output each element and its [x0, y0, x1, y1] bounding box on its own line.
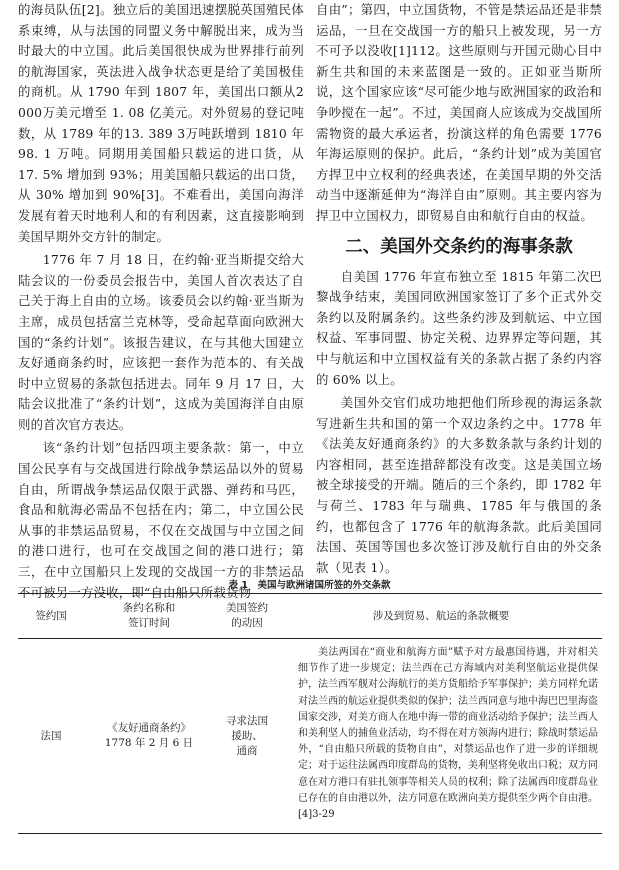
right-paragraph-3: 美国外交官们成功地把他们所珍视的海运条款写进新生共和国的第一个双边条约之中。1778 年《法美友好通商条约》的大多数条款与条约计划的内容相同，甚至连措辞都没有改变。这是美国立场被全球接受的开端。随后的三个条约，即 1782 年与荷兰、1783 年与瑞典、1785 年与俄国的条约，也都包含了 1776 年的航海条款。此后美国同法国、英国等国也多次签订涉及航行自由的外交条款（见表 1）。 — [316, 395, 602, 575]
left-column — [18, 0, 304, 603]
cell-terms-text: 美法两国在“商业和航海方面”赋予对方最惠国待遇，并对相关细节作了进一步规定；法兰西在己方海域内对美利坚航运业提供保护，法兰西军舰对公海航行的美方货船给予军事保护；美方同样允诺对法兰西的航运业提供类似的保护；法兰西同意与地中海巴巴里海盗国家交涉，对美方商人在地中海一带的商业活动给予保护；法兰西人和美利坚人的捕鱼业活动，均不得在对方领海内进行；除战时禁运品外，“自由船只所载的货物自由”，对禁运品也作了进一步的详细规定；对于运往法属西印度群岛的货物，美利坚将免收出口税；双方同意在对方港口有驻扎领事等相关人员的权利；除了法属西印度群岛业已存在的自由港以外，法方同意在欧洲向美方提供至少两个自由港。[4]3-29 — [298, 647, 598, 821]
cell-country: 法国 — [18, 639, 84, 834]
right-paragraph-2: 自美国 1776 年宣布独立至 1815 年第二次巴黎战争结束，美国同欧洲国家签订了多个正式外交条约以及附属条约。这些条约涉及到航运、中立国权益、军事同盟、协定关税、边界界定等问题，其中与航运和中立国权益有关的条款占据了条约内容的 60% 以上。 — [316, 268, 602, 387]
table-header-row — [18, 594, 602, 639]
right-column — [316, 0, 602, 578]
header-country: 签约国 — [18, 594, 84, 639]
left-paragraph-1: 的海员队伍[2]。独立后的美国迅速摆脱英国殖民体系束缚，从与法国的同盟义务中解脱出来，成为当时最大的中立国。此后美国很快成为世界排行前列的航海国家，英法进入战争状态更是给了美国极佳的商机。从 1790 年到 1807 年，美国出口额从2 000万美元增至 1. 08 亿美元。对外贸易的登记吨数，从 1789 年的13. 389 3万吨跃增到 1810 年 98. 1 万吨。同期用美国船只载运的进口货，从 17. 5% 增加到 93%；用美国船只载运的出口货，从 30% 增加到 90%[3]。不难看出，美国向海洋发展有着天时地利人和的有利因素，这直接影响到美国早期外交方针的制定。 — [18, 2, 304, 244]
table-row — [18, 639, 602, 834]
cell-treaty: 《友好通商条约》 1778 年 2 月 6 日 — [84, 639, 214, 834]
header-treaty: 条约名称和 签订时间 — [84, 594, 214, 639]
left-paragraph-3: 该“条约计划”包括四项主要条款：第一，中立国公民享有与交战国进行除战争禁运品以外的贸易自由，所谓战争禁运品仅限于武器、弹药和马匹，食品和航海必需品不包括在内；第二，中立国公民从事的非禁运品贸易，不仅在交战国与中立国之间的港口进行，也可在交战国之间的港口进行；第三，在中立国船只上发现的交战国一方的非禁运品不可被另一方没收，即“自由船只所载货物 — [18, 440, 304, 600]
header-motive: 美国签约 的动因 — [214, 594, 280, 639]
right-paragraph-1: 自由”；第四，中立国货物，不管是禁运品还是非禁运品，一旦在交战国一方的船只上被发现，另一方不可予以没收[1]112。这些原则与开国元勋心目中新生共和国的未来蓝图是一致的。正如亚当斯所说，这个国家应该“尽可能少地与欧洲国家的政治和争吵搅在一起”。不过，美国商人应该成为交战国所需物资的最大承运者，扮演这样的角色需要 1776 年海运原则的保护。此后，“条约计划”成为美国官方捍卫中立权利的经典表述，在美国早期的外交活动当中逐渐延伸为“海洋自由”原则。其主要内容为捍卫中立国权力，即贸易自由和航行自由的权益。 — [316, 2, 602, 223]
cell-terms — [280, 639, 602, 834]
cell-motive: 寻求法国 援助、 通商 — [214, 639, 280, 834]
treaty-table — [18, 593, 602, 834]
header-terms: 涉及到贸易、航运的条款概要 — [280, 594, 602, 639]
table-caption: 表 1 美国与欧洲诸国所签的外交条款 — [228, 580, 391, 591]
left-paragraph-2: 1776 年 7 月 18 日，在约翰·亚当斯提交给大陆会议的一份委员会报告中，美国人首次表达了自己关于海上自由的立场。该委员会以约翰·亚当斯为主席，成员包括富兰克林等，受命起草面向欧洲大国的“条约计划”。该报告建议，在与其他大国建立友好通商条约时，应该把一套作为范本的、有关战时中立贸易的条款包括进去。同年 9 月 17 日，大陆会议批准了“条约计划”，这成为美国海洋自由原则的首次官方表达。 — [18, 252, 304, 432]
section-title: 二、美国外交条约的海事条款 — [345, 236, 573, 257]
